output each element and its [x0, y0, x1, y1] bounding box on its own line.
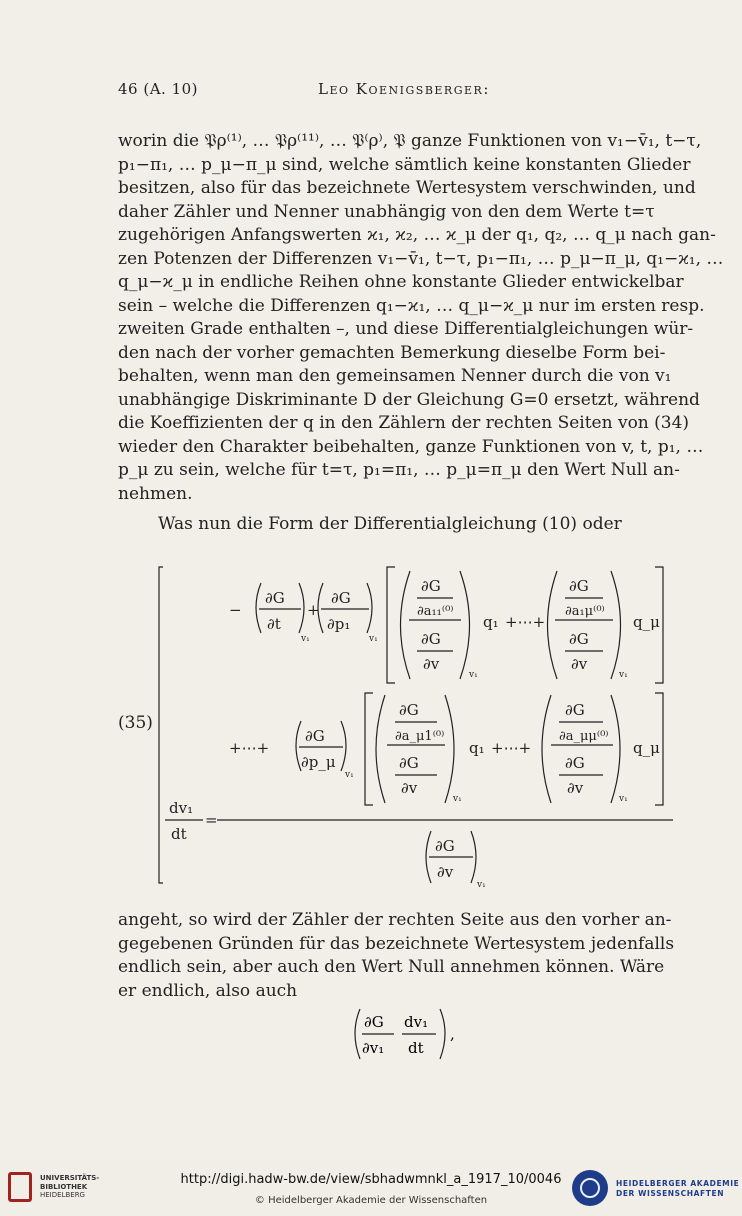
equation-35: [155, 565, 680, 890]
qmu-2: q_μ: [633, 739, 660, 757]
final-num1: ∂G: [364, 1013, 384, 1031]
header-title: Leo Koenigsberger:: [318, 80, 490, 98]
paragraph-1: [118, 130, 724, 506]
text-line: q_μ−ϰ_μ in endliche Reihen ohne konstante Glieder entwickelbar: [118, 272, 684, 292]
text-line: endlich sein, aber auch den Wert Null annehmen können. Wäre: [118, 957, 665, 977]
final-comma: ,: [450, 1025, 455, 1043]
academy-logo[interactable]: [572, 1168, 742, 1208]
damumu: ∂a_μμ⁽⁰⁾: [559, 729, 609, 744]
academy-logo-line: DER WISSENSCHAFTEN: [616, 1189, 725, 1198]
text-line: wieder den Charakter beibehalten, ganze Funktionen von v, t, p₁, …: [118, 436, 704, 457]
q1-1: q₁: [483, 613, 499, 631]
final-den1: ∂v₁: [362, 1039, 385, 1057]
final-paren-l: [355, 1009, 360, 1059]
big-paren-r-1: [460, 571, 470, 679]
da1mu: ∂a₁μ⁽⁰⁾: [565, 604, 605, 619]
big-paren-l-4: [542, 695, 551, 803]
text-line: p₁−π₁, … p_μ−π_μ sind, welche sämtlich keine konstanten Glieder: [118, 154, 691, 175]
dG-1: ∂G: [265, 589, 285, 607]
ub-logo-line: HEIDELBERG: [40, 1191, 85, 1199]
dG-3: ∂G: [421, 577, 441, 595]
equals-sign: =: [205, 811, 218, 829]
big-paren-r-4: [611, 695, 620, 803]
paragraph-3: [118, 909, 674, 1003]
q1-2: q₁: [469, 739, 485, 757]
dv-4: ∂v: [567, 779, 584, 797]
text-line: zen Potenzen der Differenzen v₁−v̄₁, t−τ, p₁−π₁, … p_μ−π_μ, q₁−ϰ₁, …: [118, 248, 724, 269]
running-header: [118, 80, 672, 102]
final-expression-svg: [350, 1005, 470, 1065]
equation-svg: [155, 565, 680, 890]
big-paren-r-3: [445, 695, 454, 803]
ub-logo-line: BIBLIOTHEK: [40, 1182, 88, 1191]
text-line: besitzen, also für das bezeichnete Wertesystem verschwinden, und: [118, 178, 696, 198]
text-line: worin die 𝔓ρ⁽¹⁾, … 𝔓ρ⁽¹¹⁾, … 𝔓⁽ρ⁾, 𝔓 ganze Funktionen von v₁−v̄₁, t−τ,: [118, 131, 702, 151]
dG-10: ∂G: [565, 701, 585, 719]
text-line: behalten, wenn man den gemeinsamen Nenner durch die von v₁: [118, 366, 672, 386]
text-line: Was nun die Form der Differentialgleichung (10) oder: [158, 514, 622, 534]
plus-1: +: [307, 601, 320, 619]
lhs-numerator: dv₁: [169, 799, 194, 817]
paren-r-dGdp1: [367, 583, 372, 633]
dv-1: ∂v: [423, 655, 440, 673]
academy-seal-icon: [572, 1170, 608, 1206]
page-number: 46 (A. 10): [118, 80, 199, 98]
text-line: nehmen.: [118, 483, 193, 504]
permalink-url[interactable]: http://digi.hadw-bw.de/view/sbhadwmnkl_a_1917_10/0046: [180, 1172, 562, 1187]
text-line: gegebenen Gründen für das bezeichnete Wertesystem jedenfalls: [118, 933, 675, 954]
sub-v1-1: v₁: [301, 634, 310, 644]
big-paren-l-3: [376, 695, 385, 803]
qmu-1: q_μ: [633, 613, 660, 631]
minus-sign: −: [229, 601, 242, 619]
academy-logo-line: HEIDELBERGER AKADEMIE: [616, 1179, 740, 1188]
final-expression: [350, 1005, 470, 1065]
dG-8: ∂G: [399, 701, 419, 719]
damu1: ∂a_μ1⁽⁰⁾: [395, 729, 445, 744]
sub-v1-4: v₁: [619, 670, 628, 680]
dots-plus-1: +⋯+: [505, 613, 546, 631]
dv-3: ∂v: [401, 779, 418, 797]
sub-v1-6: v₁: [453, 794, 462, 804]
outer-bracket-left-2: [365, 693, 373, 805]
dG-2: ∂G: [331, 589, 351, 607]
sub-v1-8: v₁: [477, 880, 486, 890]
final-den2: dt: [408, 1039, 424, 1057]
text-line: zugehörigen Anfangswerten ϰ₁, ϰ₂, … ϰ_μ der q₁, q₂, … q_μ nach gan-: [118, 225, 716, 245]
text-line: zweiten Grade enthalten –, und diese Differentialgleichungen wür-: [118, 319, 694, 339]
sub-v1-7: v₁: [619, 794, 628, 804]
dG-12: ∂G: [435, 837, 455, 855]
text-line: unabhängige Diskriminante D der Gleichung G=0 ersetzt, während: [118, 389, 700, 410]
equation-number: (35): [118, 713, 153, 733]
dv-2: ∂v: [571, 655, 588, 673]
dG-5: ∂G: [569, 577, 589, 595]
paren-r-dGdt: [299, 583, 304, 633]
text-line: sein – welche die Differenzen q₁−ϰ₁, … q_μ−ϰ_μ nur im ersten resp.: [118, 295, 705, 316]
text-line: er endlich, also auch: [118, 980, 298, 1001]
dG-11: ∂G: [565, 754, 585, 772]
paren-r-dGdpmu: [341, 721, 346, 771]
dt: ∂t: [267, 615, 281, 633]
outer-bracket-left-1: [387, 567, 395, 683]
text-line: p_μ zu sein, welche für t=τ, p₁=π₁, … p_μ=π_μ den Wert Null an-: [118, 460, 680, 480]
dG-6: ∂G: [569, 630, 589, 648]
dv-5: ∂v: [437, 863, 454, 881]
ub-logo-line: UNIVERSITÄTS-: [40, 1174, 100, 1182]
text-line: den nach der vorher gemachten Bemerkung dieselbe Form bei-: [118, 342, 666, 363]
left-brace: [159, 567, 163, 883]
dp1: ∂p₁: [327, 615, 351, 633]
da11: ∂a₁₁⁽⁰⁾: [417, 604, 454, 619]
text-line: daher Zähler und Nenner unabhängig von den dem Werte t=τ: [118, 201, 655, 222]
big-paren-l-1: [401, 571, 411, 679]
dG-7: ∂G: [305, 727, 325, 745]
big-paren-r-2: [611, 571, 621, 679]
lead-dots: +⋯+: [229, 739, 270, 757]
paragraph-2: [118, 513, 674, 537]
dG-4: ∂G: [421, 630, 441, 648]
lhs-denominator: dt: [171, 825, 187, 843]
dpmu: ∂p_μ: [301, 753, 336, 771]
dots-plus-2: +⋯+: [491, 739, 532, 757]
paren-l-dGdt: [256, 583, 261, 633]
viewer-footer: [0, 1160, 742, 1216]
sub-v1-3: v₁: [469, 670, 478, 680]
sub-v1-5: v₁: [345, 770, 354, 780]
dG-9: ∂G: [399, 754, 419, 772]
final-num2: dv₁: [404, 1013, 429, 1031]
final-paren-r: [440, 1009, 445, 1059]
sub-v1-2: v₁: [369, 634, 378, 644]
text-line: die Koeffizienten der q in den Zählern der rechten Seiten von (34): [118, 413, 690, 433]
text-line: angeht, so wird der Zähler der rechten Seite aus den vorher an-: [118, 910, 672, 930]
copyright-notice: © Heidelberger Akademie der Wissenschaften: [254, 1195, 488, 1206]
big-paren-l-2: [548, 571, 558, 679]
